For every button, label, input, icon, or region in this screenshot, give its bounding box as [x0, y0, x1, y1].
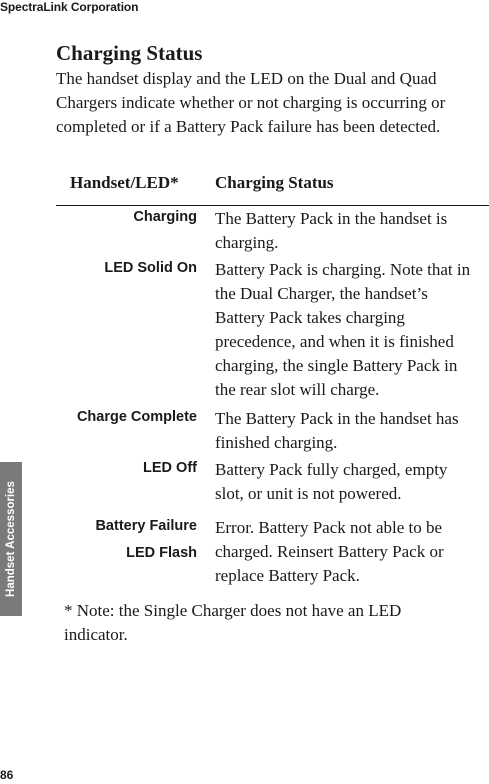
row-label-charging: Charging: [133, 209, 197, 225]
row-label-battery-failure: Battery Failure: [95, 518, 197, 534]
table-header-charging-status: Charging Status: [215, 173, 334, 192]
table-header-handset-led: Handset/LED*: [70, 173, 179, 192]
row-desc-battery-failure: Error. Battery Pack not able to be charged. Reinsert Battery Pack or replace Battery Pack.: [215, 518, 444, 585]
section-title: Charging Status: [56, 41, 203, 65]
row-label-charge-complete: Charge Complete: [76, 409, 197, 425]
row-desc-charge-complete: The Battery Pack in the handset has finished charging.: [215, 409, 459, 452]
row-label-led-flash: LED Flash: [126, 545, 197, 561]
running-header: SpectraLink Corporation: [0, 0, 139, 14]
row-label-led-solid-on: LED Solid On: [104, 260, 197, 276]
row-label-led-off: LED Off: [143, 460, 197, 476]
side-tab-label: Handset Accessories: [5, 481, 17, 597]
row-desc-charging: The Battery Pack in the handset is charging.: [215, 209, 448, 252]
table-header-rule: [56, 205, 489, 206]
row-desc-led-solid-on: Battery Pack is charging. Note that in the Dual Charger, the handset’s Battery Pack takes charging precedence, and when it is finished charging, the single Battery Pack in the rear slot will charge.: [215, 260, 471, 399]
footnote: * Note: the Single Charger does not have an LED indicator.: [64, 601, 402, 644]
page-number: 86: [0, 768, 14, 782]
row-desc-led-off: Battery Pack fully charged, empty slot, or unit is not powered.: [215, 460, 448, 503]
intro-paragraph: The handset display and the LED on the Dual and Quad Chargers indicate whether or not charging is occurring or completed or if a Battery Pack failure has been detected.: [56, 69, 446, 136]
